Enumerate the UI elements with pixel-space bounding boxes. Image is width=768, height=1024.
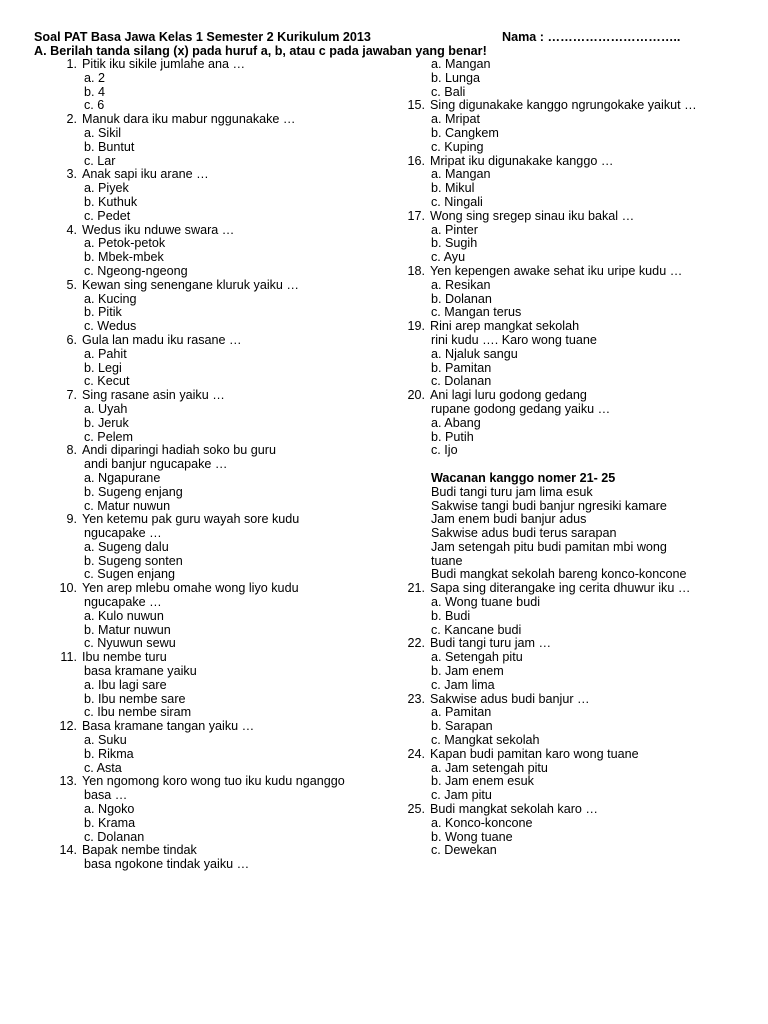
left-column [34, 58, 404, 872]
answer-option[interactable]: a. Piyek [84, 181, 129, 196]
question-line [404, 748, 749, 762]
answer-option[interactable]: c. Bali [431, 84, 466, 99]
answer-option[interactable]: a. Kucing [84, 291, 137, 306]
question-number: 6. [66, 332, 77, 347]
answer-option[interactable]: a. Ngapurane [84, 470, 161, 485]
question-item [34, 224, 404, 279]
question-number: 14. [59, 843, 77, 858]
answer-option[interactable]: c. Mangkat sekolah [431, 733, 540, 748]
question-item [34, 113, 404, 168]
question-text: Kapan budi pamitan karo wong tuane [430, 746, 639, 761]
question-number: 21. [407, 581, 425, 596]
answer-option[interactable]: a. Njaluk sangu [431, 346, 518, 361]
question-text: Rini arep mangkat sekolah [430, 319, 580, 334]
answer-option[interactable]: a. Abang [431, 415, 481, 430]
question-line [404, 210, 749, 224]
question-item [404, 210, 749, 265]
answer-option[interactable]: a. Mangan [431, 57, 491, 71]
answer-option[interactable]: a. Ibu lagi sare [84, 677, 167, 692]
reading-title: Wacanan kanggo nomer 21- 25 [431, 470, 616, 485]
reading-line: Budi tangi turu jam lima esuk [431, 484, 593, 499]
question-number: 23. [407, 691, 425, 706]
question-text: Gula lan madu iku rasane … [82, 332, 242, 347]
answer-option[interactable]: c. Nyuwun sewu [84, 636, 176, 651]
question-text: Wedus iku nduwe swara … [82, 222, 235, 237]
answer-option[interactable]: a. Ngoko [84, 802, 135, 817]
question-text: Kewan sing senengane kluruk yaiku … [82, 277, 300, 292]
question-text: Budi mangkat sekolah karo … [430, 802, 599, 817]
question-item [404, 748, 749, 803]
answer-option[interactable]: b. Sugeng enjang [84, 484, 183, 499]
reading-line: Jam setengah pitu budi pamitan mbi wong [431, 539, 667, 554]
question-text: Sing digunakake kanggo ngrungokake yaikut … [430, 98, 697, 113]
question-line [404, 389, 749, 403]
question-item [404, 265, 749, 320]
question-item [404, 320, 749, 389]
answer-option[interactable]: b. Krama [84, 815, 136, 830]
question-item [34, 279, 404, 334]
question-text: Anak sapi iku arane … [82, 167, 209, 182]
question-item [34, 168, 404, 223]
question-number: 13. [59, 774, 77, 789]
question-line [34, 513, 404, 527]
question-line [34, 168, 404, 182]
answer-option[interactable]: b. Sugeng sonten [84, 553, 183, 568]
question-text: Andi diparingi hadiah soko bu guru [82, 443, 276, 458]
answer-option[interactable]: b. Lunga [431, 70, 481, 85]
answer-option[interactable]: b. Budi [431, 608, 471, 623]
question-line [404, 582, 749, 596]
answer-option[interactable]: a. Mangan [431, 167, 491, 182]
answer-option[interactable]: b. Cangkem [431, 125, 499, 140]
answer-option[interactable]: c. 6 [84, 98, 105, 113]
answer-option[interactable]: c. Asta [84, 760, 122, 775]
question-number: 15. [407, 98, 425, 113]
answer-option[interactable]: b. Putih [431, 429, 474, 444]
question-number: 10. [59, 581, 77, 596]
question-item [34, 389, 404, 444]
question-text-continued: rupane godong gedang yaiku … [431, 401, 611, 416]
answer-option[interactable]: c. Ibu nembe siram [84, 705, 192, 720]
question-item [34, 444, 404, 513]
question-text-continued: ngucapake … [84, 595, 162, 610]
answer-option[interactable]: a. Resikan [431, 277, 491, 292]
answer-option[interactable]: c. Ayu [431, 250, 466, 265]
question-line [404, 803, 749, 817]
answer-option[interactable]: b. Kuthuk [84, 194, 138, 209]
answer-option[interactable]: a. Sikil [84, 125, 122, 140]
answer-option[interactable]: b. Jeruk [84, 415, 129, 430]
answer-option[interactable]: c. Kuping [431, 139, 484, 154]
question-line [34, 775, 404, 789]
question-item [404, 155, 749, 210]
question-line [34, 651, 404, 665]
question-item [34, 720, 404, 775]
question-number: 5. [66, 277, 77, 292]
question-number: 18. [407, 263, 425, 278]
question-item [404, 637, 749, 692]
right-column [404, 58, 749, 858]
reading-line: Sakwise adus budi terus sarapan [431, 526, 617, 541]
question-line [404, 99, 749, 113]
answer-option[interactable]: a. Mripat [431, 112, 480, 127]
question-item [404, 803, 749, 858]
answer-option[interactable]: b. Rikma [84, 746, 134, 761]
question-number: 1. [66, 57, 77, 71]
question-number: 17. [407, 208, 425, 223]
answer-option[interactable]: c. Mangan terus [431, 305, 522, 320]
answer-option[interactable]: b. Pitik [84, 305, 122, 320]
answer-option[interactable]: c. Kancane budi [431, 622, 522, 637]
answer-option[interactable]: c. Dolanan [431, 374, 492, 389]
question-item [34, 775, 404, 844]
answer-option[interactable]: b. Sarapan [431, 719, 493, 734]
question-number: 25. [407, 802, 425, 817]
question-item [34, 844, 404, 872]
answer-option[interactable]: a. Sugeng dalu [84, 539, 169, 554]
question-number: 16. [407, 153, 425, 168]
question-item [34, 513, 404, 582]
question-text-continued: basa ngokone tindak yaiku … [84, 857, 250, 872]
answer-option[interactable]: a. Uyah [84, 401, 128, 416]
question-number: 8. [66, 443, 77, 458]
question-number: 7. [66, 388, 77, 403]
question-line [34, 113, 404, 127]
reading-line: Budi mangkat sekolah bareng konco-koncone [431, 567, 687, 582]
question-line [34, 444, 404, 458]
answer-option[interactable]: c. Wedus [84, 319, 137, 334]
answer-option[interactable]: a. Pamitan [431, 705, 492, 720]
question-text: Yen ketemu pak guru wayah sore kudu [82, 512, 300, 527]
answer-option[interactable]: a. Wong tuane budi [431, 595, 540, 610]
spacer [404, 458, 749, 472]
question-number: 11. [60, 650, 77, 665]
question-number: 19. [407, 319, 425, 334]
answer-option[interactable]: c. Kecut [84, 374, 130, 389]
reading-line: tuane [431, 553, 463, 568]
answer-option[interactable]: a. Jam setengah pitu [431, 760, 548, 775]
question-text: Yen ngomong koro wong tuo iku kudu nganggo [82, 774, 345, 789]
answer-option[interactable]: b. Matur nuwun [84, 622, 171, 637]
question-line [34, 279, 404, 293]
question-line [404, 320, 749, 334]
question-line [34, 58, 404, 72]
answer-option[interactable]: b. Jam enem esuk [431, 774, 534, 789]
question-number: 22. [407, 636, 425, 651]
reading-line: Sakwise tangi budi banjur ngresiki kamare [431, 498, 667, 513]
question-line [404, 637, 749, 651]
answer-option[interactable]: b. Jam enem [431, 664, 504, 679]
answer-option[interactable]: b. Wong tuane [431, 829, 513, 844]
question-number: 3. [66, 167, 77, 182]
answer-option[interactable]: c. Dewekan [431, 843, 497, 858]
answer-option[interactable]: b. 4 [84, 84, 106, 99]
question-text: Yen arep mlebu omahe wong liyo kudu [82, 581, 299, 596]
answer-option[interactable]: b. Mikul [431, 181, 475, 196]
question-text: Sapa sing diterangake ing cerita dhuwur iku … [430, 581, 691, 596]
answer-option[interactable]: b. Ibu nembe sare [84, 691, 186, 706]
answer-option[interactable]: c. Pelem [84, 429, 133, 444]
question-line [34, 582, 404, 596]
question-line [404, 265, 749, 279]
answer-option[interactable]: a. Kulo nuwun [84, 608, 164, 623]
answer-option[interactable]: a. 2 [84, 70, 106, 85]
question-number: 24. [407, 746, 425, 761]
answer-option[interactable]: c. Pedet [84, 208, 131, 223]
question-text-continued: andi banjur ngucapake … [84, 457, 228, 472]
question-line [34, 720, 404, 734]
exam-title: Soal PAT Basa Jawa Kelas 1 Semester 2 Kurikulum 2013 [34, 30, 371, 44]
answer-option[interactable]: c. Ningali [431, 194, 483, 209]
question-text: Budi tangi turu jam … [430, 636, 552, 651]
question-text-continued: basa kramane yaiku [84, 664, 197, 679]
question-text-continued: ngucapake … [84, 526, 162, 541]
answer-option[interactable]: a. Pinter [431, 222, 478, 237]
question-text: Ibu nembe turu [82, 650, 167, 665]
question-text: Wong sing sregep sinau iku bakal … [430, 208, 635, 223]
question-text: Pitik iku sikile jumlahe ana … [82, 57, 246, 71]
question-text: Bapak nembe tindak [82, 843, 197, 858]
question-item [34, 334, 404, 389]
answer-option[interactable]: b. Sugih [431, 236, 478, 251]
answer-option[interactable]: c. Sugen enjang [84, 567, 176, 582]
answer-option[interactable]: b. Legi [84, 360, 122, 375]
answer-option[interactable]: b. Buntut [84, 139, 135, 154]
question-14-options [404, 58, 749, 99]
question-item [34, 58, 404, 113]
question-number: 20. [407, 388, 425, 403]
answer-option[interactable]: b. Mbek-mbek [84, 250, 164, 265]
question-line [34, 844, 404, 858]
question-line [34, 389, 404, 403]
answer-option[interactable]: a. Pahit [84, 346, 127, 361]
question-text: Manuk dara iku mabur nggunakake … [82, 112, 296, 127]
question-number: 2. [66, 112, 77, 127]
section-instruction: A. Berilah tanda silang (x) pada huruf a, b, atau c pada jawaban yang benar! [34, 44, 487, 58]
question-line [404, 155, 749, 169]
answer-option[interactable]: c. Ngeong-ngeong [84, 263, 188, 278]
question-item [34, 651, 404, 720]
answer-option[interactable]: c. Jam lima [431, 677, 495, 692]
question-item [404, 99, 749, 154]
question-item [404, 693, 749, 748]
answer-option[interactable]: b. Pamitan [431, 360, 492, 375]
question-item [404, 389, 749, 458]
question-text: Ani lagi luru godong gedang [430, 388, 587, 403]
name-field-label: Nama : ………………………….. [502, 30, 681, 44]
answer-option[interactable]: c. Ijo [431, 443, 458, 458]
question-line [34, 334, 404, 348]
answer-option[interactable]: c. Matur nuwun [84, 498, 171, 513]
answer-option[interactable]: a. Petok-petok [84, 236, 166, 251]
question-number: 4. [66, 222, 77, 237]
question-line [404, 693, 749, 707]
question-text: Basa kramane tangan yaiku … [82, 719, 255, 734]
reading-line: Jam enem budi banjur adus [431, 512, 587, 527]
answer-option[interactable]: c. Dolanan [84, 829, 145, 844]
question-line [34, 224, 404, 238]
question-number: 12. [59, 719, 77, 734]
question-item [34, 582, 404, 651]
answer-option[interactable]: c. Jam pitu [431, 788, 492, 803]
answer-option[interactable]: a. Konco-koncone [431, 815, 533, 830]
question-text-continued: basa … [84, 788, 128, 803]
question-item [404, 582, 749, 637]
question-text: Yen kepengen awake sehat iku uripe kudu … [430, 263, 683, 278]
question-text: Sakwise adus budi banjur … [430, 691, 590, 706]
question-text: Mripat iku digunakake kanggo … [430, 153, 614, 168]
answer-option[interactable]: b. Dolanan [431, 291, 492, 306]
answer-option[interactable]: c. Lar [84, 153, 116, 168]
question-text-continued: rini kudu …. Karo wong tuane [431, 332, 597, 347]
answer-option[interactable]: a. Setengah pitu [431, 650, 523, 665]
answer-option[interactable]: a. Suku [84, 733, 127, 748]
question-text: Sing rasane asin yaiku … [82, 388, 225, 403]
question-number: 9. [66, 512, 77, 527]
